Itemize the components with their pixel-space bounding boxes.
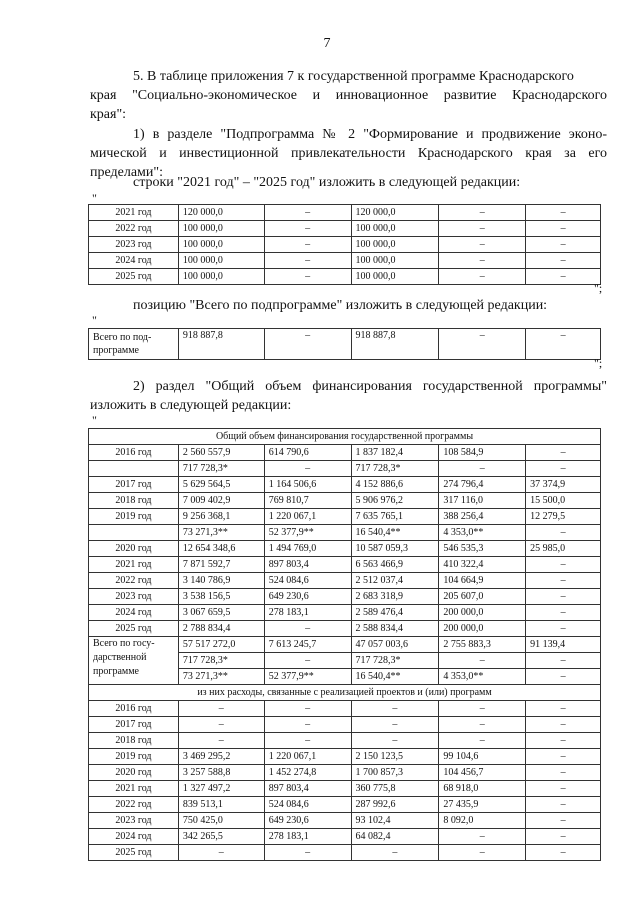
value-cell: – [526,621,601,637]
value-cell: – [264,237,351,253]
value-cell: – [439,701,526,717]
value-cell: – [526,445,601,461]
total-label-line-1: Всего по под- [93,332,152,343]
value-cell: 108 584,9 [439,445,526,461]
value-cell: 2 788 834,4 [178,621,264,637]
value-cell: – [526,557,601,573]
value-cell: 120 000,0 [178,205,264,221]
year-cell: 2025 год [89,621,179,637]
value-cell: 200 000,0 [439,621,526,637]
rows-instruction: строки "2021 год" – "2025 год" изложить в следующей редакции: [133,175,521,190]
value-cell: 7 009 402,9 [178,493,264,509]
table-row [89,813,601,829]
year-cell: 2024 год [89,253,179,269]
program-total-label-line: дарственной [93,652,147,663]
value-cell: – [439,253,526,269]
value-cell: – [526,829,601,845]
section-header-cell: Общий объем финансирования государственной программы [89,429,601,445]
value-cell: – [264,701,351,717]
value-cell: – [439,269,526,285]
quote-open-3: " [92,413,97,427]
value-cell: – [526,237,601,253]
value-cell: – [526,253,601,269]
value-cell: 100 000,0 [178,221,264,237]
value-cell: 717 728,3* [178,461,264,477]
year-cell: 2021 год [89,781,179,797]
value-cell: 4 353,0** [439,669,526,685]
year-cell: 2022 год [89,797,179,813]
value-cell: 3 469 295,2 [178,749,264,765]
table-row [89,749,601,765]
year-cell: 2023 год [89,589,179,605]
value-cell: 25 985,0 [526,541,601,557]
value-cell: 1 700 857,3 [351,765,439,781]
value-cell: 1 837 182,4 [351,445,439,461]
value-cell: – [526,781,601,797]
value-cell: 1 327 497,2 [178,781,264,797]
value-cell: 649 230,6 [264,589,351,605]
value-cell: 2 512 037,4 [351,573,439,589]
value-cell: – [526,605,601,621]
table-row [89,269,601,285]
value-cell: 274 796,4 [439,477,526,493]
value-cell: 27 435,9 [439,797,526,813]
program-total-label-line: программе [93,666,139,677]
value-cell: 1 220 067,1 [264,509,351,525]
value-cell: 104 664,9 [439,573,526,589]
value-cell: 524 084,6 [264,573,351,589]
table-row [89,509,601,525]
value-cell: 1 452 274,8 [264,765,351,781]
year-cell: 2024 год [89,605,179,621]
value-cell: – [351,733,439,749]
total-label-line-2: программе [93,345,139,356]
value-cell: 287 992,6 [351,797,439,813]
value-cell: 100 000,0 [351,221,439,237]
value-cell: 3 140 786,9 [178,573,264,589]
value-cell: 205 607,0 [439,589,526,605]
table-row [89,701,601,717]
value-cell: – [526,701,601,717]
value-cell: 91 139,4 [526,637,601,653]
value-cell: 897 803,4 [264,557,351,573]
value-cell: 3 538 156,5 [178,589,264,605]
value-cell: 10 587 059,3 [351,541,439,557]
value-cell: – [439,205,526,221]
value-cell: – [526,733,601,749]
value-cell: – [526,221,601,237]
value-cell: 73 271,3** [178,525,264,541]
value-cell: – [178,717,264,733]
value-cell: – [264,269,351,285]
value-cell: 524 084,6 [264,797,351,813]
year-cell: 2017 год [89,717,179,733]
table-row [89,797,601,813]
table-row [89,477,601,493]
quote-close-2: "; [594,356,603,370]
table-row [89,205,601,221]
subprogram-rows-table [88,204,601,285]
value-cell: 64 082,4 [351,829,439,845]
value-cell: 342 265,5 [178,829,264,845]
value-cell: – [264,221,351,237]
value-cell: 317 116,0 [439,493,526,509]
value-cell: – [178,845,264,861]
value-cell: – [439,829,526,845]
value-cell: – [439,653,526,669]
para-2-line-2: изложить в следующей редакции: [90,398,292,413]
value-cell: – [264,461,351,477]
value-cell: – [264,205,351,221]
table-row [89,557,601,573]
value-cell: 388 256,4 [439,509,526,525]
value-cell: – [178,733,264,749]
para-1-line-2: мической и инвестиционной привлекательности Краснодарского края за его [90,146,607,161]
table-row [89,541,601,557]
year-cell: 2016 год [89,701,179,717]
value-cell: 546 535,3 [439,541,526,557]
value-cell: 717 728,3* [178,653,264,669]
value-cell: – [178,701,264,717]
value-cell: – [526,797,601,813]
value-cell: – [264,717,351,733]
year-cell: 2024 год [89,829,179,845]
para-5-line-1: 5. В таблице приложения 7 к государственной программе Краснодарского [133,69,574,84]
value-cell: – [264,733,351,749]
value-cell: 410 322,4 [439,557,526,573]
value-cell: 15 500,0 [526,493,601,509]
value-cell: 717 728,3* [351,653,439,669]
year-cell: 2025 год [89,269,179,285]
value-cell: – [526,845,601,861]
year-cell: 2019 год [89,509,179,525]
value-cell: 99 104,6 [439,749,526,765]
position-instruction: позицию "Всего по подпрограмме" изложить в следующей редакции: [133,298,548,313]
value-cell: – [526,669,601,685]
year-cell [89,525,179,541]
value-cell: – [526,269,601,285]
value-cell: – [264,253,351,269]
table-row [89,637,601,653]
value-cell: 2 589 476,4 [351,605,439,621]
value-cell: – [351,701,439,717]
year-cell: 2021 год [89,557,179,573]
value-cell: – [526,205,601,221]
year-cell [89,461,179,477]
value-cell: 8 092,0 [439,813,526,829]
year-cell: 2022 год [89,221,179,237]
value-cell: 2 560 557,9 [178,445,264,461]
value-cell: 12 654 348,6 [178,541,264,557]
section-header [89,429,601,445]
year-cell: 2018 год [89,493,179,509]
value-cell: 100 000,0 [178,237,264,253]
value-cell: 3 067 659,5 [178,605,264,621]
table-row [89,765,601,781]
year-cell: 2023 год [89,813,179,829]
value-cell: – [526,653,601,669]
value-cell: – [439,221,526,237]
value-cell: 5 629 564,5 [178,477,264,493]
value-cell: 1 494 769,0 [264,541,351,557]
year-cell: 2021 год [89,205,179,221]
value-cell: 717 728,3* [351,461,439,477]
table-row [89,573,601,589]
table-row [89,493,601,509]
value-cell: 100 000,0 [178,253,264,269]
value-cell: 769 810,7 [264,493,351,509]
subsection-header [89,685,601,701]
total-value: – [439,329,526,360]
value-cell: 100 000,0 [351,269,439,285]
value-cell: 93 102,4 [351,813,439,829]
value-cell: – [439,717,526,733]
value-cell: 614 790,6 [264,445,351,461]
value-cell: 100 000,0 [351,237,439,253]
value-cell: 9 256 368,1 [178,509,264,525]
value-cell: 649 230,6 [264,813,351,829]
value-cell: – [439,733,526,749]
program-financing-table [88,428,601,861]
value-cell: 47 057 003,6 [351,637,439,653]
total-value: 918 887,8 [178,329,264,360]
value-cell: 5 906 976,2 [351,493,439,509]
value-cell: – [526,461,601,477]
value-cell: 120 000,0 [351,205,439,221]
table-row [89,621,601,637]
program-total-label-line: Всего по госу- [93,638,155,649]
value-cell: 2 588 834,4 [351,621,439,637]
value-cell: – [439,237,526,253]
value-cell: 6 563 466,9 [351,557,439,573]
year-cell: 2016 год [89,445,179,461]
value-cell: – [264,621,351,637]
quote-open-2: " [92,313,97,327]
value-cell: – [526,525,601,541]
value-cell: 68 918,0 [439,781,526,797]
value-cell: 1 220 067,1 [264,749,351,765]
value-cell: 839 513,1 [178,797,264,813]
value-cell: 2 683 318,9 [351,589,439,605]
value-cell: 750 425,0 [178,813,264,829]
value-cell: 2 755 883,3 [439,637,526,653]
value-cell: 4 152 886,6 [351,477,439,493]
value-cell: 37 374,9 [526,477,601,493]
subsection-header-cell: из них расходы, связанные с реализацией проектов и (или) программ [89,685,601,701]
value-cell: – [351,717,439,733]
value-cell: 360 775,8 [351,781,439,797]
table-row [89,845,601,861]
value-cell: – [264,653,351,669]
year-cell: 2017 год [89,477,179,493]
value-cell: 100 000,0 [178,269,264,285]
table-row [89,221,601,237]
total-value: 918 887,8 [351,329,439,360]
para-5-line-3: края": [90,107,127,122]
para-1-line-3: пределами": [90,165,164,180]
table-row [89,445,601,461]
value-cell: 278 183,1 [264,829,351,845]
para-5-line-2: края "Социально-экономическое и инновационное развитие Краснодарского [90,88,607,103]
value-cell: – [526,813,601,829]
value-cell: – [526,717,601,733]
value-cell: 897 803,4 [264,781,351,797]
table-row [89,781,601,797]
table-row [89,733,601,749]
value-cell: 7 871 592,7 [178,557,264,573]
program-total-label [89,637,179,685]
value-cell: – [526,589,601,605]
total-value: – [264,329,351,360]
value-cell: 52 377,9** [264,525,351,541]
value-cell: 7 613 245,7 [264,637,351,653]
value-cell: – [351,845,439,861]
year-cell: 2023 год [89,237,179,253]
value-cell: 16 540,4** [351,525,439,541]
value-cell: 16 540,4** [351,669,439,685]
value-cell: – [439,461,526,477]
para-2-line-1: 2) раздел "Общий объем финансирования государственной программы" [133,379,607,394]
value-cell: 52 377,9** [264,669,351,685]
year-cell: 2018 год [89,733,179,749]
table-row [89,525,601,541]
table-row [89,717,601,733]
value-cell: 100 000,0 [351,253,439,269]
year-cell: 2025 год [89,845,179,861]
table-row [89,237,601,253]
value-cell: 1 164 506,6 [264,477,351,493]
subprogram-total-table [88,328,601,360]
value-cell: 7 635 765,1 [351,509,439,525]
quote-close-1: "; [594,281,603,295]
year-cell: 2020 год [89,541,179,557]
value-cell: 104 456,7 [439,765,526,781]
value-cell: – [526,765,601,781]
page-number: 7 [323,36,331,51]
para-1-line-1: 1) в разделе "Подпрограмма № 2 "Формирование и продвижение эконо- [133,127,607,142]
value-cell: 200 000,0 [439,605,526,621]
value-cell: 3 257 588,8 [178,765,264,781]
table-row [89,253,601,269]
total-value: – [526,329,601,360]
value-cell: – [264,845,351,861]
table-row [89,829,601,845]
value-cell: 4 353,0** [439,525,526,541]
value-cell: 278 183,1 [264,605,351,621]
value-cell: 57 517 272,0 [178,637,264,653]
value-cell: – [526,749,601,765]
value-cell: – [526,573,601,589]
value-cell: 73 271,3** [178,669,264,685]
table-row [89,461,601,477]
value-cell: 12 279,5 [526,509,601,525]
year-cell: 2020 год [89,765,179,781]
table-row [89,605,601,621]
total-label-cell [89,329,179,360]
quote-open-1: " [92,191,97,205]
year-cell: 2022 год [89,573,179,589]
year-cell: 2019 год [89,749,179,765]
value-cell: 2 150 123,5 [351,749,439,765]
value-cell: – [439,845,526,861]
table-row [89,589,601,605]
